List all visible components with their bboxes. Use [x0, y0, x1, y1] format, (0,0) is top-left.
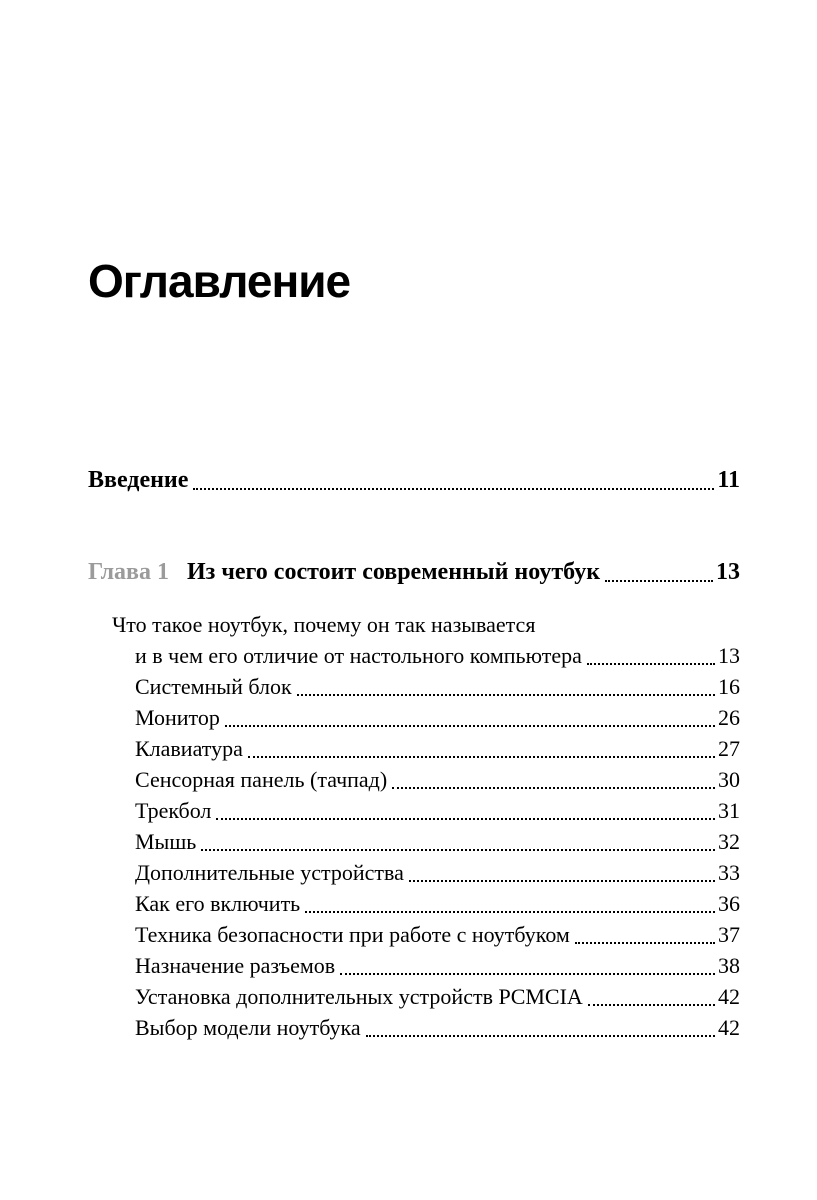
toc-entry-label: Установка дополнительных устройств PCMCIA [135, 983, 583, 1009]
page-number: 30 [718, 766, 740, 792]
toc-entry-label: Системный блок [135, 673, 292, 699]
toc-entry-label: Мышь [135, 828, 197, 854]
toc-entry-label: Выбор модели ноутбука [135, 1014, 361, 1040]
toc-entry [135, 919, 740, 950]
page-number: 16 [718, 673, 740, 699]
chapter-prefix: Глава 1 [88, 558, 169, 585]
toc-entry-main-line [135, 919, 740, 950]
chapter-title: Из чего состоит современный ноутбук [187, 558, 601, 585]
toc-entry-main-line [135, 795, 740, 826]
dot-leader [575, 942, 715, 944]
dot-leader [305, 911, 715, 913]
toc-entry-main-line [135, 888, 740, 919]
toc-entry-main-line [135, 857, 740, 888]
dot-leader [587, 663, 715, 665]
toc-entry-main-line [135, 826, 740, 857]
toc-entry [112, 609, 740, 671]
page-number: 31 [718, 797, 740, 823]
toc-entry-label: Трекбол [135, 797, 212, 823]
chapter-sections-list [88, 609, 740, 1043]
toc-entry-main-line [135, 640, 740, 671]
toc-entry-label: и в чем его отличие от настольного компьютера [135, 642, 582, 668]
toc-entry-main-line [135, 702, 740, 733]
dot-leader [201, 849, 715, 851]
page-number: 42 [718, 1014, 740, 1040]
page-number: 37 [718, 921, 740, 947]
dot-leader [193, 488, 714, 490]
toc-entry-main-line [135, 671, 740, 702]
toc-entry [135, 764, 740, 795]
dot-leader [366, 1035, 715, 1037]
toc-entry [135, 888, 740, 919]
dot-leader [409, 880, 715, 882]
page-number: 13 [716, 558, 740, 585]
page-number: 26 [718, 704, 740, 730]
page-number: 36 [718, 890, 740, 916]
toc-entry-introduction [88, 465, 740, 495]
toc-entry-first-line: Что такое ноутбук, почему он так называется [112, 611, 536, 637]
dot-leader [340, 973, 715, 975]
table-of-contents [88, 465, 740, 1043]
toc-entry-main-line [135, 981, 740, 1012]
toc-entry-label: Дополнительные устройства [135, 859, 404, 885]
page-number: 38 [718, 952, 740, 978]
page-title: Оглавление [88, 255, 351, 307]
dot-leader [392, 787, 715, 789]
toc-entry-chapter-1 [88, 557, 740, 587]
dot-leader [297, 694, 715, 696]
toc-entry [135, 671, 740, 702]
toc-entry [135, 857, 740, 888]
toc-entry-label: Назначение разъемов [135, 952, 336, 978]
dot-leader [225, 725, 715, 727]
toc-entry [135, 826, 740, 857]
toc-entry-label: Техника безопасности при работе с ноутбуком [135, 921, 570, 947]
toc-entry-label: Введение [88, 466, 189, 493]
page-number: 27 [718, 735, 740, 761]
toc-entry-label: Клавиатура [135, 735, 243, 761]
dot-leader [248, 756, 715, 758]
toc-entry-main-line [135, 733, 740, 764]
page-number: 13 [718, 642, 740, 668]
page-number: 33 [718, 859, 740, 885]
toc-entry-main-line [135, 764, 740, 795]
toc-entry [135, 981, 740, 1012]
page-number: 32 [718, 828, 740, 854]
toc-entry [135, 702, 740, 733]
toc-entry [135, 1012, 740, 1043]
dot-leader [605, 580, 713, 582]
dot-leader [588, 1004, 715, 1006]
toc-entry-main-line [135, 950, 740, 981]
page-number: 11 [717, 466, 740, 493]
toc-entry [135, 950, 740, 981]
page-number: 42 [718, 983, 740, 1009]
dot-leader [216, 818, 715, 820]
toc-entry [135, 795, 740, 826]
toc-entry-label: Как его включить [135, 890, 301, 916]
toc-entry-label: Монитор [135, 704, 220, 730]
toc-entry [135, 733, 740, 764]
toc-entry-label: Сенсорная панель (тачпад) [135, 766, 388, 792]
toc-entry-main-line [135, 1012, 740, 1043]
